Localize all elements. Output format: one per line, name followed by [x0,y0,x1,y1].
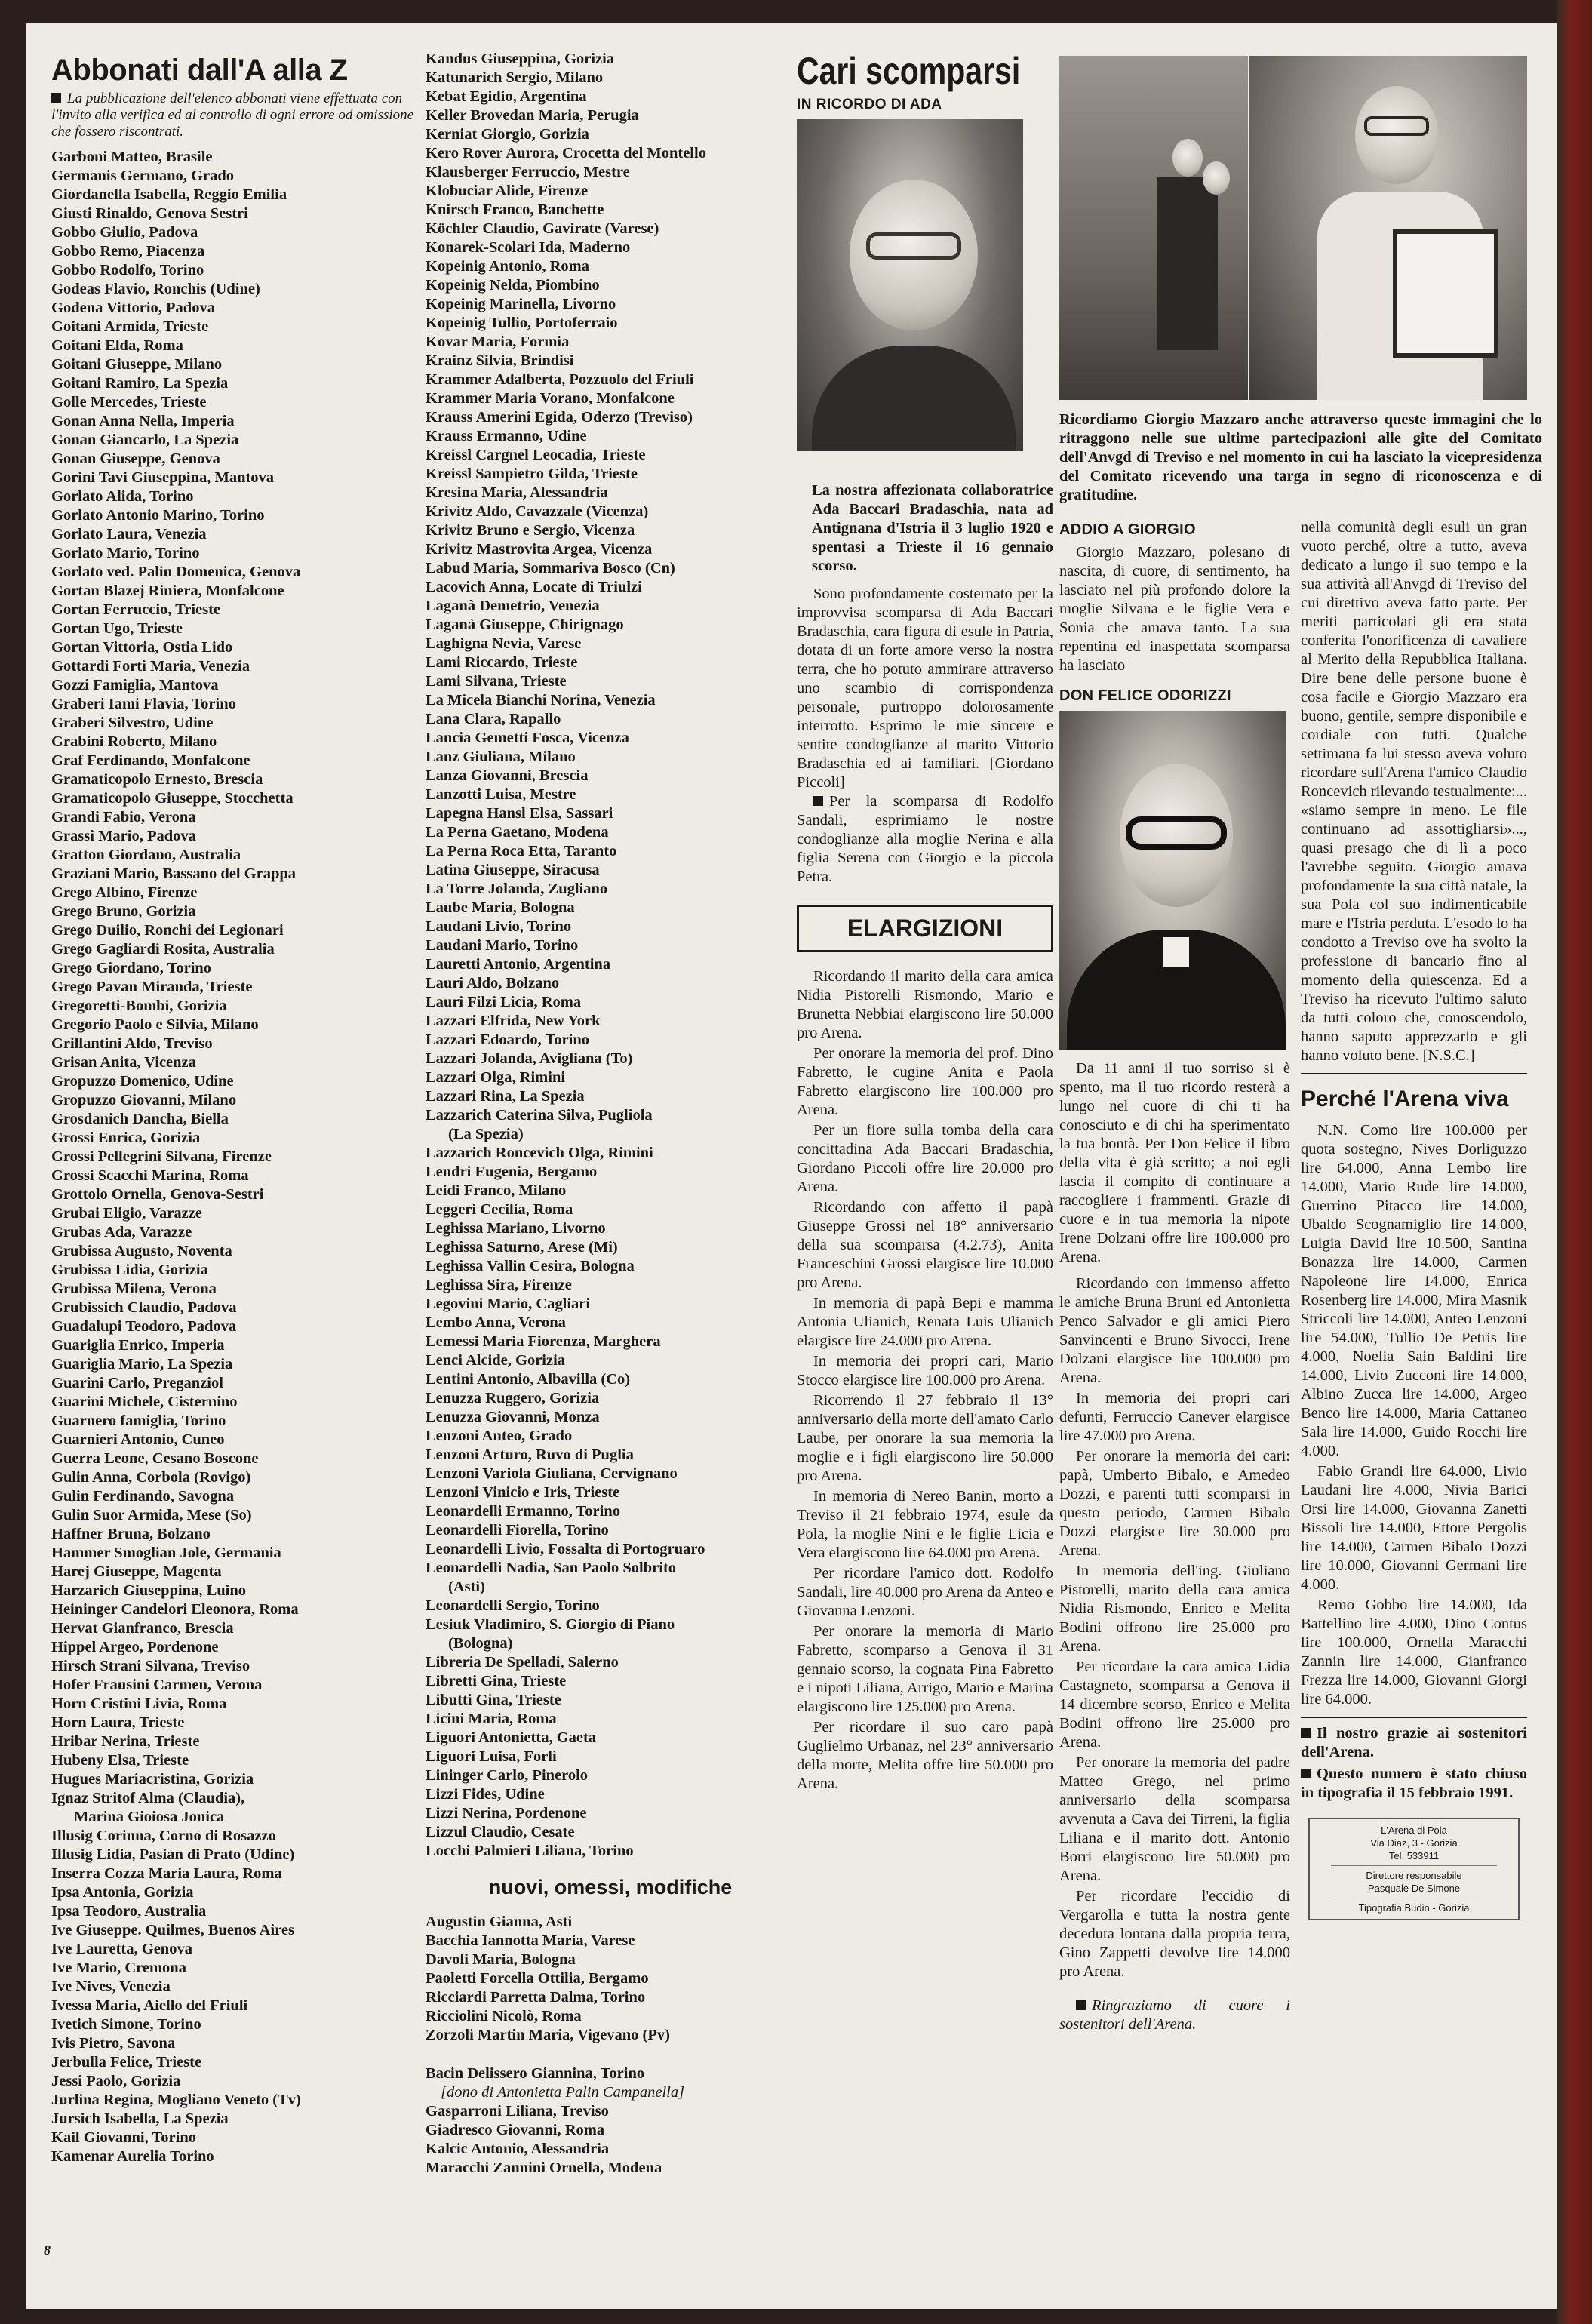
list-item: Gottardi Forti Maria, Venezia [51,658,250,675]
list-item: Leonardelli Ermanno, Torino [426,1503,621,1520]
list-item: Goitani Armida, Trieste [51,318,209,335]
elargizioni-list-2 [1059,1274,1290,1981]
paragraph: Per ricordare l'amico dott. Rodolfo Sandali, lire 40.000 pro Arena da Anteo e Giovanna Lenzoni. [797,1565,1053,1619]
bullet-square-icon [1301,1769,1311,1778]
list-item: Jursich Isabella, La Spezia [51,2110,229,2127]
list-item: Leggeri Cecilia, Roma [426,1201,573,1218]
list-item: Laudani Mario, Torino [426,937,579,954]
paragraph: Per onorare la memoria dei cari: papà, Umberto Bibalo, e Amedeo Dozzi, e parenti tutti scomparsi in questo periodo, Carmen Bibalo Dozzi elargisce lire 30.000 pro Arena. [1059,1448,1290,1559]
list-item: (Bologna) [448,1635,513,1652]
list-item: Gorlato Laura, Venezia [51,526,207,543]
list-item: Knirsch Franco, Banchette [426,201,604,218]
list-item: Leghissa Vallin Cesira, Bologna [426,1258,635,1274]
giorgio-caption: Ricordiamo Giorgio Mazzaro anche attraverso queste immagini che lo ritraggono nelle sue ultime partecipazioni alle gite del Comitato dell'Anvgd di Treviso e nel momento in cui ha lasciato la vicepresidenza del Comitato ricevendo una targa in segno di riconoscenza e di gratitudine. [1059,411,1542,503]
list-item: Hippel Argeo, Pordenone [51,1639,219,1655]
list-item: Gorlato Mario, Torino [51,545,200,561]
list-item: Lazzarich Roncevich Olga, Rimini [426,1145,653,1161]
colophon-line-4: Direttore responsabile [1366,1870,1462,1881]
list-item: Ivetich Simone, Torino [51,2016,201,2033]
list-item: Köchler Claudio, Gavirate (Varese) [426,220,659,237]
list-item: Ivis Pietro, Savona [51,2035,176,2052]
list-item: Guerra Leone, Cesano Boscone [51,1450,259,1467]
list-item: La Micela Bianchi Norina, Venezia [426,692,656,709]
arena-viva-heading: Perché l'Arena viva [1301,1087,1509,1111]
list-item: Lami Riccardo, Trieste [426,654,578,671]
cari-scomparsi-title: Cari scomparsi [797,50,1021,92]
list-item: Liguori Antonietta, Gaeta [426,1729,597,1746]
right-subcolumns [1059,511,1542,2034]
paragraph: Fabio Grandi lire 64.000, Livio Laudani lire 4.000, Nivia Barici Orsi lire 14.000, Giovanna Zanetti Bissoli lire 14.000, Ettore Pergolis lire 14.000, Carmen Bibalo Dozzi lire 10.000, Giovanni Germani lire 4.000. [1301,1463,1527,1593]
plaque [1393,229,1498,358]
list-item: Ive Mario, Cremona [51,1960,186,1976]
elargizioni-thanks: Ringraziamo di cuore i sostenitori dell'Arena. [1059,1997,1290,2033]
list-item: Lami Silvana, Trieste [426,673,567,690]
list-item: Laganà Giuseppe, Chirignago [426,616,624,633]
sandali-note: Per la scomparsa di Rodolfo Sandali, esprimiamo le nostre condoglianze alla moglie Nerina e alla figlia Serena con Giorgio e la piccola Petra. [797,793,1053,885]
list-item: Giadresco Giovanni, Roma [426,2122,605,2138]
bullet-square-icon [51,93,61,103]
paragraph: Ricorrendo il 27 febbraio il 13° anniversario della morte dell'amato Carlo Laube, per onorare la sua memoria la moglie e i figli elargiscono lire 50.000 pro Arena. [797,1392,1053,1484]
chiuso-note: Questo numero è stato chiuso in tipografia il 15 febbraio 1991. [1301,1766,1527,1801]
list-item: Lenzoni Variola Giuliana, Cervignano [426,1465,678,1482]
list-item: (La Spezia) [448,1126,524,1142]
bullet-square-icon [1301,1728,1311,1738]
list-item: Lanzotti Luisa, Mestre [426,786,576,803]
list-item: Hammer Smoglian Jole, Germania [51,1545,281,1561]
list-item: Lenzoni Arturo, Ruvo di Puglia [426,1446,634,1463]
list-item: Krivitz Aldo, Cavazzale (Vicenza) [426,503,649,520]
ada-tribute: Sono profondamente costernato per la improvvisa scomparsa di Ada Baccari Bradaschia, cara figura di esule in Patria, dotata di un forte amore verso la nostra terra, che ho potuto ammirare attraverso uno scambio di corrispondenza personale, purtroppo dolorosamente interrotto. Esprimo le mie sincere e sentite condoglianze al marito Vittorio Bradaschia ed ai familiari. [Giordano Piccoli] [797,586,1053,791]
list-item: Guariglia Enrico, Imperia [51,1337,225,1354]
list-item: Legovini Mario, Cagliari [426,1296,591,1312]
colophon-line-2: Via Diaz, 3 - Gorizia [1370,1837,1458,1849]
list-item: Grubai Eligio, Varazze [51,1205,202,1222]
list-item: Davoli Maria, Bologna [426,1951,576,1968]
subscriber-list-2 [426,50,795,1861]
list-item: Locchi Palmieri Liliana, Torino [426,1843,634,1859]
list-item: Lazzarich Caterina Silva, Pugliola [426,1107,653,1124]
list-item: Krivitz Mastrovita Argea, Vicenza [426,541,653,558]
list-item: Leonardelli Nadia, San Paolo Solbrito [426,1560,677,1576]
list-item: Gobbo Remo, Piacenza [51,243,205,260]
list-item: Liguori Luisa, Forlì [426,1748,557,1765]
abbonati-column-2 [426,50,795,2178]
paragraph: Ricordando il marito della cara amica Nidia Pistorelli Rismondo, Mario e Brunetta Nebbiai elargiscono lire 50.000 pro Arena. [797,968,1053,1041]
list-item: Lizzi Nerina, Pordenone [426,1805,587,1821]
list-item: Lininger Carlo, Pinerolo [426,1767,589,1784]
list-item: Libreria De Spelladi, Salerno [426,1654,619,1671]
list-item: Gropuzzo Giovanni, Milano [51,1092,237,1108]
list-item: Grego Bruno, Gorizia [51,903,196,920]
list-item: Grego Albino, Firenze [51,884,198,901]
list-item: Krainz Silvia, Brindisi [426,352,574,369]
subscriber-list-1 [51,148,429,2166]
colophon-line-1: L'Arena di Pola [1381,1824,1447,1836]
list-item: Giusti Rinaldo, Genova Sestri [51,205,248,222]
list-item: Grego Duilio, Ronchi dei Legionari [51,922,284,939]
list-item: Horn Laura, Trieste [51,1714,185,1731]
list-item: Kopeinig Marinella, Livorno [426,296,616,312]
list-item: Gasparroni Liliana, Treviso [426,2103,609,2120]
list-item: Gozzi Famiglia, Mantova [51,677,219,693]
paragraph: Per un fiore sulla tomba della cara concittadina Ada Baccari Bradaschia, Giordano Piccoli offre lire 20.000 pro Arena. [797,1122,1053,1195]
bullet-square-icon [1076,2000,1086,2010]
list-item: Lizzul Claudio, Cesate [426,1824,575,1840]
list-item: Ive Lauretta, Genova [51,1941,192,1957]
list-item: Libutti Gina, Trieste [426,1692,561,1708]
elargizioni-heading: ELARGIZIONI [797,905,1053,952]
list-item: Gortan Vittoria, Ostia Lido [51,639,233,656]
list-item: Lana Clara, Rapallo [426,711,561,727]
colophon-line-3: Tel. 533911 [1388,1850,1440,1861]
list-item: Lenzoni Anteo, Grado [426,1428,573,1444]
paragraph: In memoria dei propri cari defunti, Ferruccio Canever elargisce lire 47.000 pro Arena. [1059,1390,1290,1444]
paragraph: Ricordando con affetto il papà Giuseppe Grossi nel 18° anniversario della sua scomparsa (4.2.73), Anita Franceschini Grossi elargisce lire 10.000 pro Arena. [797,1199,1053,1291]
list-item: Harej Giuseppe, Magenta [51,1563,222,1580]
list-item: Guadalupi Teodoro, Padova [51,1318,237,1335]
list-item: Krauss Amerini Egida, Oderzo (Treviso) [426,409,693,426]
list-item: La Perna Roca Etta, Taranto [426,843,617,859]
list-item: Lancia Gemetti Fosca, Vicenza [426,730,629,746]
abbonati-title: Abbonati dall'A alla Z [51,54,348,87]
subcol-a [1059,511,1290,2034]
list-item: Laganà Demetrio, Venezia [426,598,600,614]
list-item: Guarini Michele, Cisternino [51,1394,238,1410]
list-item: Guarini Carlo, Preganziol [51,1375,223,1391]
list-item: Goitani Elda, Roma [51,337,183,354]
list-item: Lenuzza Giovanni, Monza [426,1409,600,1425]
list-item: Lentini Antonio, Albavilla (Co) [426,1371,631,1388]
list-item: Lacovich Anna, Locate di Triulzi [426,579,642,595]
paragraph: N.N. Como lire 100.000 per quota sostegno, Nives Dorliguzzo lire 64.000, Anna Lembo lire 14.000, Mario Rude lire 14.000, Guerrino Pitacco lire 14.000, Ubaldo Scognamiglio lire 14.000, Luigia David lire 10.500, Santina Bonazza lire 14.000, Carmen Napoleone lire 14.000, Enrica Rosenberg lire 14.000, Mira Masnik Striccoli lire 14.000, Anteo Lenzoni lire 54.000, Tullio De Petris lire 4.000, Noelia Sain Baldini lire 14.000, Livio Zucconi lire 14.000, Albino Zucca lire 14.000, Argeo Benco lire 14.000, Maria Cattaneo Sala lire 14.000, Guido Rocchi lire 4.000. [1301,1122,1527,1459]
list-item: Kail Giovanni, Torino [51,2129,196,2146]
list-item: Gulin Ferdinando, Savogna [51,1488,235,1505]
grazie-note: Il nostro grazie ai sostenitori dell'Arena. [1301,1725,1527,1760]
paragraph: In memoria dei propri cari, Mario Stocco elargisce lire 100.000 pro Arena. [797,1353,1053,1388]
list-item: Lendri Eugenia, Bergamo [426,1164,598,1180]
list-item: Grossi Pellegrini Silvana, Firenze [51,1148,272,1165]
list-item: Kopeinig Tullio, Portoferraio [426,315,618,331]
page-number: 8 [44,2243,51,2258]
list-item: Gobbo Giulio, Padova [51,224,198,241]
list-item: Golle Mercedes, Trieste [51,394,207,410]
list-item: Leghissa Sira, Firenze [426,1277,572,1293]
list-item: Jerbulla Felice, Trieste [51,2054,202,2070]
paragraph: In memoria di Nereo Banin, morto a Treviso il 21 febbraio 1974, esule da Pola, la moglie Nini e le figlie Licia e Vera elargiscono lire 64.000 pro Arena. [797,1488,1053,1561]
list-item: Graf Ferdinando, Monfalcone [51,752,250,769]
paragraph: Per ricordare il suo caro papà Guglielmo Urbanaz, nel 23° anniversario della morte, Melita offre lire 50.000 pro Arena. [797,1719,1053,1792]
list-item: Lembo Anna, Verona [426,1314,566,1331]
list-item: Kopeinig Antonio, Roma [426,258,589,275]
giorgio-photos [1059,56,1527,400]
list-item: Grillantini Aldo, Treviso [51,1035,213,1052]
list-item: Ive Nives, Venezia [51,1978,171,1995]
list-item: Lanz Giuliana, Milano [426,749,576,765]
list-item: Ignaz Stritof Alma (Claudia), [51,1790,245,1806]
paragraph: In memoria di papà Bepi e mamma Antonia Ulianich, Renata Luis Ulianich elargisce lire 24.000 pro Arena. [797,1295,1053,1349]
list-item: Guariglia Mario, La Spezia [51,1356,233,1373]
list-item: Garboni Matteo, Brasile [51,149,213,165]
list-item: Laube Maria, Bologna [426,899,575,916]
list-item: Lizzi Fides, Udine [426,1786,545,1803]
list-item: Grottolo Ornella, Genova-Sestri [51,1186,264,1203]
list-item: Ivessa Maria, Aiello del Friuli [51,1997,248,2014]
list-item: Lauri Filzi Licia, Roma [426,994,582,1010]
addio-heading: ADDIO A GIORGIO [1059,521,1196,538]
list-item: Hirsch Strani Silvana, Treviso [51,1658,250,1674]
list-item: Graberi Iami Flavia, Torino [51,696,236,712]
list-item: Hubeny Elsa, Trieste [51,1752,189,1769]
list-item: Giordanella Isabella, Reggio Emilia [51,186,287,203]
list-item: Leonardelli Livio, Fossalta di Portogruaro [426,1541,705,1557]
list-item: Grossi Scacchi Marina, Roma [51,1167,249,1184]
arena-viva-list [1301,1121,1527,1709]
list-item: Konarek-Scolari Ida, Maderno [426,239,631,256]
list-item: Libretti Gina, Trieste [426,1673,567,1689]
list-item: Ipsa Teodoro, Australia [51,1903,207,1920]
list-item: Gropuzzo Domenico, Udine [51,1073,234,1090]
list-item: Lenuzza Ruggero, Gorizia [426,1390,600,1406]
list-item: Guarnero famiglia, Torino [51,1413,226,1429]
list-item: Haffner Bruna, Bolzano [51,1526,211,1542]
list-item: Gorlato ved. Palin Domenica, Genova [51,564,301,580]
list-item: Horn Cristini Livia, Roma [51,1695,227,1712]
list-item: Klausberger Ferruccio, Mestre [426,164,630,180]
giorgio-continued: nella comunità degli esuli un gran vuoto perché, oltre a tutto, aveva dedicato a lungo il suo tempo e la sua attività all'Anvgd di Treviso del cui direttivo aveva fatto parte. Per meriti particolari gli era stata conferita l'onorificenza di cavaliere al Merito della Repubblica Italiana. Dire bene delle persone buone è cosa facile e Giorgio Mazzaro era buono, gentile, sempre disponibile e cordiale con tutti. Qualche settimana fa lui stesso aveva voluto ricordare sull'Arena l'amico Claudio Roncevich rilevando testualmente:... «siamo sempre in meno. Le file continuano ad assottigliarsi»..., quasi presago che di lì a poco l'avrebbe seguito. Giorgio amava profondamente la sua città natale, la sua Pola col suo indimenticabile mare e l'Istria perduta. L'esodo lo ha condotto a Treviso ove ha svolto la professione di bancario fino al momento della quiescenza. Ed a Treviso ha ricevuto l'ultimo saluto da tutti coloro che, conoscendolo, hanno saputo apprezzarlo e gli hanno voluto bene. [N.S.C.] [1301,519,1528,1064]
list-item: Lenci Alcide, Gorizia [426,1352,566,1369]
list-item: Grosdanich Dancha, Biella [51,1111,229,1127]
list-item: Krammer Maria Vorano, Monfalcone [426,390,675,407]
list-item: Bacchia Iannotta Maria, Varese [426,1932,635,1949]
list-item: Ipsa Antonia, Gorizia [51,1884,194,1901]
list-item: Latina Giuseppe, Siracusa [426,862,600,878]
list-item: Illusig Corinna, Corno di Rosazzo [51,1828,276,1844]
list-item: Krivitz Bruno e Sergio, Vicenza [426,522,635,539]
list-item: Lenzoni Vinicio e Iris, Trieste [426,1484,620,1501]
newspaper-page [26,23,1557,2309]
list-item: Marina Gioiosa Jonica [74,1809,225,1825]
list-item: Kreissl Sampietro Gilda, Trieste [426,466,638,482]
list-item: Gramaticopolo Giuseppe, Stocchetta [51,790,294,807]
list-item: Gregoretti-Bombi, Gorizia [51,998,227,1014]
list-item: Ive Giuseppe. Quilmes, Buenos Aires [51,1922,294,1938]
colophon-box [1308,1818,1520,1920]
list-item: Lesiuk Vladimiro, S. Giorgio di Piano [426,1616,675,1633]
list-item: Lapegna Hansl Elsa, Sassari [426,805,613,822]
list-item: Gonan Giancarlo, La Spezia [51,432,239,448]
abbonati-column-1 [51,53,429,2166]
paragraph: Ricordando con immenso affetto le amiche Bruna Bruni ed Antonietta Penco Salvador e gli amici Piero Sanvincenti e Bruno Sivocci, Irene Dolzani elargisce lire 100.000 pro Arena. [1059,1275,1290,1386]
elargizioni-list-1 [797,967,1053,1794]
list-item: Kopeinig Nelda, Piombino [426,277,600,294]
list-item: Hervat Gianfranco, Brescia [51,1620,234,1637]
list-item: Grabini Roberto, Milano [51,733,217,750]
list-item: Hugues Mariacristina, Gorizia [51,1771,254,1788]
list-item: Gregorio Paolo e Silvia, Milano [51,1016,259,1033]
felice-heading: DON FELICE ODORIZZI [1059,687,1231,704]
list-item: Leidi Franco, Milano [426,1182,567,1199]
list-item: Jurlina Regina, Mogliano Veneto (Tv) [51,2092,301,2108]
list-item: Leonardelli Fiorella, Torino [426,1522,609,1539]
list-item: Bacin Delissero Giannina, Torino [426,2065,645,2082]
list-item: Kreissl Cargnel Leocadia, Trieste [426,447,646,463]
list-item: Gortan Blazej Riniera, Monfalcone [51,583,284,599]
nuovi-heading: nuovi, omessi, modifiche [488,1876,733,1898]
paragraph: Per ricordare la cara amica Lidia Castagneto, scomparsa a Genova il 14 dicembre scorso, Enrico e Melita Bodini offrono lire 25.000 pro Arena. [1059,1658,1290,1751]
list-item: Godena Vittorio, Padova [51,300,215,316]
paragraph: Per onorare la memoria del prof. Dino Fabretto, le cugine Anita e Paola Fabretto elargiscono lire 100.000 pro Arena. [797,1045,1053,1118]
ada-kicker: IN RICORDO DI ADA [797,97,942,112]
list-item: Hribar Nerina, Trieste [51,1733,200,1750]
abbonati-intro: La pubblicazione dell'elenco abbonati viene effettuata con l'invito alla verifica ed al controllo di ogni errore od omissione che fossero riscontrati. [51,91,414,140]
list-item: Harzarich Giuseppina, Luino [51,1582,247,1599]
list-item: Laghigna Nevia, Varese [426,635,582,652]
list-item: Kandus Giuseppina, Gorizia [426,51,615,67]
list-item: Kerniat Giorgio, Gorizia [426,126,589,143]
list-item: Grandi Fabio, Verona [51,809,196,825]
list-item: Gorlato Antonio Marino, Torino [51,507,265,524]
list-item: Grassi Mario, Padova [51,828,196,844]
list-item: Grego Giordano, Torino [51,960,212,976]
list-item: Graziani Mario, Bassano del Grappa [51,865,297,882]
list-item: Lazzari Elfrida, New York [426,1013,601,1029]
paragraph: Per onorare la memoria di Mario Fabretto, scomparso a Genova il 31 gennaio scorso, la cognata Pina Fabretto e i nipoti Liliana, Arrigo, Mario e Marina elargiscono lire 125.000 pro Arena. [797,1623,1053,1715]
list-item: Ricciolini Nicolò, Roma [426,2008,582,2024]
list-item: Grubissa Lidia, Gorizia [51,1262,208,1278]
list-item: Guarnieri Antonio, Cuneo [51,1431,225,1448]
cari-scomparsi-column [797,50,1053,1795]
list-item: Gonan Anna Nella, Imperia [51,413,235,429]
list-item: Labud Maria, Sommariva Bosco (Cn) [426,560,675,576]
ada-caption: La nostra affezionata collaboratrice Ada Baccari Bradaschia, nata ad Antignana d'Istria il 3 luglio 1920 e spentasi a Trieste il 16 gennaio scorso. [812,482,1053,574]
list-item: Lazzari Rina, La Spezia [426,1088,585,1105]
paragraph: Per ricordare l'eccidio di Vergarolla e tutta la nostra gente deceduta lontana dalla propria terra, Gino Zappetti devolve lire 14.000 pro Arena. [1059,1888,1290,1980]
list-item: Krauss Ermanno, Udine [426,428,587,444]
bullet-square-icon [813,796,823,806]
addio-text: Giorgio Mazzaro, polesano di nascita, di cuore, di sentimento, ha lasciato nel più profondo dolore la moglie Silvana e le figlie Vera e Sonia che amava tanto. La sua repentina ed inaspettata scomparsa ha lasciato [1059,544,1290,674]
paragraph: In memoria dell'ing. Giuliano Pistorelli, marito della cara amica Nidia Rismondo, Enrico e Melita Bodini offrono lire 25.000 pro Arena. [1059,1563,1290,1655]
list-item: Hofer Frausini Carmen, Verona [51,1677,263,1693]
list-item: Maracchi Zannini Ornella, Modena [426,2160,662,2176]
list-item: Leonardelli Sergio, Torino [426,1597,600,1614]
list-item: Germanis Germano, Grado [51,168,234,184]
colophon-line-5: Pasquale De Simone [1367,1883,1461,1894]
list-item: Laudani Livio, Torino [426,918,572,935]
felice-text: Da 11 anni il tuo sorriso si è spento, ma il tuo ricordo resterà a lungo nel cuore di chi ti ha conosciuto e di chi ha sperimentato la tua bontà. Per Don Felice il libro della vita è già scritto; a noi egli lascia il compito di continuare a raccogliere i frammenti. Grazie di cuore e in tua memoria la nipote Irene Dolzani offre lire 100.000 pro Arena. [1059,1060,1290,1265]
paragraph: Remo Gobbo lire 14.000, Ida Battellino lire 4.000, Dino Contus lire 100.000, Ornella Maracchi Zannin lire 14.000, Gianfranco Frezza lire 14.000, Giovanni Giorgi lire 64.000. [1301,1597,1527,1708]
list-item: Lazzari Jolanda, Avigliana (To) [426,1050,633,1067]
list-item: Kovar Maria, Formia [426,334,570,350]
ada-portrait-photo [797,119,1023,451]
list-item: Illusig Lidia, Pasian di Prato (Udine) [51,1846,295,1863]
list-item: Grego Pavan Miranda, Trieste [51,979,253,995]
list-item: Gobbo Rodolfo, Torino [51,262,204,278]
list-item: Lauretti Antonio, Argentina [426,956,611,973]
paragraph: Per onorare la memoria del padre Matteo Grego, nel primo anniversario della scomparsa avvenuta a Cava dei Tirreni, la figlia Liliana e il marito dott. Antonio Borri elargiscono lire 50.000 pro Arena. [1059,1754,1290,1884]
list-item: Gratton Giordano, Australia [51,847,241,863]
list-item: Lazzari Olga, Rimini [426,1069,566,1086]
list-item: Kero Rover Aurora, Crocetta del Montello [426,145,706,161]
list-item: Grubissa Augusto, Noventa [51,1243,232,1259]
list-item: Kresina Maria, Alessandria [426,484,608,501]
list-item: Lanza Giovanni, Brescia [426,767,589,784]
nuovi-list-2 [426,2064,795,2178]
list-item: Graberi Silvestro, Udine [51,715,214,731]
list-item: Keller Brovedan Maria, Perugia [426,107,639,124]
list-item: Kamenar Aurelia Torino [51,2148,214,2165]
list-item: Leghissa Mariano, Livorno [426,1220,606,1237]
list-item: Ricciardi Parretta Dalma, Torino [426,1989,646,2006]
list-item: Kebat Egidio, Argentina [426,88,587,105]
list-item: Grubissa Milena, Verona [51,1280,217,1297]
list-item: Grossi Enrica, Gorizia [51,1130,201,1146]
list-item: Lemessi Maria Fiorenza, Marghera [426,1333,661,1350]
list-item: La Torre Jolanda, Zugliano [426,881,608,897]
glasses-icon [866,232,961,260]
binder-edge [1557,0,1592,2324]
list-item: Zorzoli Martin Maria, Vigevano (Pv) [426,2027,670,2043]
list-item: La Perna Gaetano, Modena [426,824,609,841]
list-item: Gortan Ferruccio, Trieste [51,601,221,618]
list-item: Kalcic Antonio, Alessandria [426,2141,610,2157]
list-item: Klobuciar Alide, Firenze [426,183,589,199]
list-item: Augustin Gianna, Asti [426,1914,573,1930]
list-item: Paoletti Forcella Ottilia, Bergamo [426,1970,649,1987]
list-item: Goitani Giuseppe, Milano [51,356,223,373]
list-item: Gortan Ugo, Trieste [51,620,183,637]
list-item: Krammer Adalberta, Pozzuolo del Friuli [426,371,694,388]
list-item: Leghissa Saturno, Arese (Mi) [426,1239,618,1256]
list-item: Grego Gagliardi Rosita, Australia [51,941,275,958]
list-item: Lazzari Edoardo, Torino [426,1031,589,1048]
list-item: Lauri Aldo, Bolzano [426,975,560,991]
list-item: Goitani Ramiro, La Spezia [51,375,229,392]
list-item: Inserra Cozza Maria Laura, Roma [51,1865,282,1882]
list-item: Licini Maria, Roma [426,1711,557,1727]
list-item: Gramaticopolo Ernesto, Brescia [51,771,263,788]
list-item: Gorini Tavi Giuseppina, Mantova [51,469,275,486]
list-item: Heininger Candelori Eleonora, Roma [51,1601,299,1618]
giorgio-photo-1 [1059,56,1248,400]
list-item: Jessi Paolo, Gorizia [51,2073,181,2089]
list-item: Grisan Anita, Vicenza [51,1054,196,1071]
right-column [1059,56,1542,2034]
don-felice-portrait-photo [1059,711,1286,1050]
list-item: [dono di Antonietta Palin Campanella] [441,2084,685,2101]
nuovi-list [426,1913,795,2045]
subcol-b [1301,511,1527,2034]
list-item: Grubissich Claudio, Padova [51,1299,237,1316]
list-item: Gonan Giuseppe, Genova [51,450,220,467]
list-item: Katunarich Sergio, Milano [426,69,604,86]
list-item: Gorlato Alida, Torino [51,488,194,505]
list-item: Godeas Flavio, Ronchis (Udine) [51,281,260,297]
list-item: Gulin Suor Armida, Mese (So) [51,1507,252,1523]
list-item: (Asti) [448,1579,485,1595]
list-item: Grubas Ada, Varazze [51,1224,192,1240]
glasses-icon [1364,116,1429,136]
glasses-icon [1126,816,1227,850]
giorgio-photo-2 [1249,56,1527,400]
colophon-line-6: Tipografia Budin - Gorizia [1358,1902,1470,1914]
list-item: Gulin Anna, Corbola (Rovigo) [51,1469,251,1486]
